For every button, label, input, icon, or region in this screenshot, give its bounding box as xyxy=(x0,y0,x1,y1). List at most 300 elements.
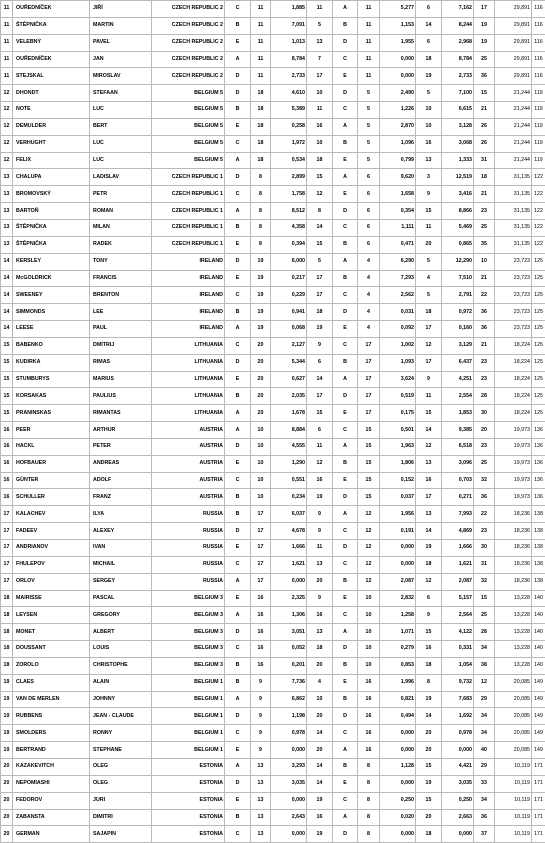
table-row xyxy=(1,573,545,590)
total-weight-cell: 0,978 xyxy=(442,725,474,742)
team-points-cell: 116 xyxy=(532,34,545,51)
team-cell: LITHUANIA xyxy=(152,405,225,422)
surname-cell: LEYSEN xyxy=(13,607,90,624)
total-points-cell: 25 xyxy=(474,607,495,624)
peg2-cell: 6 xyxy=(358,236,380,253)
weight2-cell: 1,996 xyxy=(380,674,416,691)
sector2-cell: B xyxy=(333,17,358,34)
team-points-cell: 149 xyxy=(532,742,545,759)
surname-cell: SIMMONDS xyxy=(13,304,90,321)
sector2-cell: E xyxy=(333,472,358,489)
weight1-cell: 2,643 xyxy=(271,809,307,826)
team-cell: BELGIUM 5 xyxy=(152,135,225,152)
surname-cell: KERSLEY xyxy=(13,253,90,270)
sector2-cell: D xyxy=(333,203,358,220)
sector1-cell: B xyxy=(225,102,251,119)
total-weight-cell: 0,160 xyxy=(442,321,474,338)
sector2-cell: B xyxy=(333,573,358,590)
points2-cell: 20 xyxy=(416,809,442,826)
weight1-cell: 2,035 xyxy=(271,388,307,405)
team-points-cell: 125 xyxy=(532,253,545,270)
table-row xyxy=(1,270,545,287)
points1-cell: 14 xyxy=(307,725,333,742)
peg1-cell: 16 xyxy=(251,657,271,674)
points2-cell: 13 xyxy=(416,152,442,169)
sector2-cell: E xyxy=(333,152,358,169)
weight1-cell: 0,052 xyxy=(271,641,307,658)
sector2-cell: A xyxy=(333,169,358,186)
weight1-cell: 6,037 xyxy=(271,506,307,523)
team-cell: AUSTRIA xyxy=(152,455,225,472)
table-row xyxy=(1,438,545,455)
table-row xyxy=(1,51,545,68)
team-points-cell: 140 xyxy=(532,641,545,658)
sector1-cell: B xyxy=(225,657,251,674)
table-row xyxy=(1,68,545,85)
points1-cell: 15 xyxy=(307,405,333,422)
firstname-cell: BERT xyxy=(90,118,152,135)
points2-cell: 6 xyxy=(416,34,442,51)
surname-cell: FELIX xyxy=(13,152,90,169)
table-row xyxy=(1,742,545,759)
peg1-cell: 16 xyxy=(251,607,271,624)
team-weight-cell: 23,723 xyxy=(495,287,532,304)
team-weight-cell: 20,085 xyxy=(495,691,532,708)
total-points-cell: 38 xyxy=(474,657,495,674)
team-points-cell: 149 xyxy=(532,674,545,691)
points1-cell: 14 xyxy=(307,758,333,775)
total-weight-cell: 8,244 xyxy=(442,17,474,34)
team-weight-cell: 13,228 xyxy=(495,607,532,624)
sector1-cell: B xyxy=(225,809,251,826)
table-row xyxy=(1,826,545,843)
peg1-cell: 18 xyxy=(251,85,271,102)
sector1-cell: B xyxy=(225,17,251,34)
surname-cell: NEPOMIASHI xyxy=(13,775,90,792)
weight1-cell: 1,306 xyxy=(271,607,307,624)
total-weight-cell: 4,122 xyxy=(442,624,474,641)
points2-cell: 18 xyxy=(416,51,442,68)
weight1-cell: 4,358 xyxy=(271,219,307,236)
peg1-cell: 20 xyxy=(251,337,271,354)
peg2-cell: 12 xyxy=(358,506,380,523)
surname-cell: KAZAKEVITCH xyxy=(13,758,90,775)
rank-cell: 16 xyxy=(1,455,13,472)
peg1-cell: 9 xyxy=(251,725,271,742)
table-row xyxy=(1,337,545,354)
weight1-cell: 0,000 xyxy=(271,742,307,759)
sector2-cell: E xyxy=(333,186,358,203)
surname-cell: KORSAKAS xyxy=(13,388,90,405)
points2-cell: 20 xyxy=(416,742,442,759)
team-weight-cell: 18,224 xyxy=(495,354,532,371)
team-points-cell: 119 xyxy=(532,135,545,152)
team-points-cell: 116 xyxy=(532,1,545,18)
team-weight-cell: 20,085 xyxy=(495,674,532,691)
peg2-cell: 16 xyxy=(358,691,380,708)
team-cell: BELGIUM 1 xyxy=(152,725,225,742)
weight2-cell: 0,279 xyxy=(380,641,416,658)
weight2-cell: 2,870 xyxy=(380,118,416,135)
team-cell: BELGIUM 3 xyxy=(152,590,225,607)
points2-cell: 6 xyxy=(416,590,442,607)
table-row xyxy=(1,236,545,253)
firstname-cell: STEPHANE xyxy=(90,742,152,759)
weight1-cell: 1,758 xyxy=(271,186,307,203)
points1-cell: 11 xyxy=(307,540,333,557)
team-cell: IRELAND xyxy=(152,253,225,270)
table-row xyxy=(1,540,545,557)
team-cell: IRELAND xyxy=(152,304,225,321)
team-weight-cell: 10,119 xyxy=(495,809,532,826)
peg2-cell: 6 xyxy=(358,219,380,236)
firstname-cell: MILAN xyxy=(90,219,152,236)
surname-cell: OUŘEDNÍČEK xyxy=(13,1,90,18)
points1-cell: 9 xyxy=(307,590,333,607)
team-weight-cell: 20,085 xyxy=(495,725,532,742)
total-points-cell: 22 xyxy=(474,506,495,523)
weight2-cell: 3,624 xyxy=(380,371,416,388)
rank-cell: 17 xyxy=(1,523,13,540)
total-points-cell: 23 xyxy=(474,523,495,540)
total-weight-cell: 3,129 xyxy=(442,337,474,354)
total-points-cell: 18 xyxy=(474,169,495,186)
points2-cell: 17 xyxy=(416,321,442,338)
weight1-cell: 2,127 xyxy=(271,337,307,354)
table-row xyxy=(1,354,545,371)
total-points-cell: 33 xyxy=(474,775,495,792)
team-cell: BELGIUM 1 xyxy=(152,691,225,708)
sector1-cell: C xyxy=(225,186,251,203)
total-points-cell: 34 xyxy=(474,725,495,742)
total-weight-cell: 7,993 xyxy=(442,506,474,523)
peg1-cell: 16 xyxy=(251,641,271,658)
total-points-cell: 10 xyxy=(474,253,495,270)
weight1-cell: 1,678 xyxy=(271,405,307,422)
points1-cell: 18 xyxy=(307,641,333,658)
weight2-cell: 1,956 xyxy=(380,506,416,523)
firstname-cell: MIROSLAV xyxy=(90,68,152,85)
total-weight-cell: 0,000 xyxy=(442,826,474,843)
peg1-cell: 18 xyxy=(251,135,271,152)
points1-cell: 16 xyxy=(307,809,333,826)
team-cell: BELGIUM 1 xyxy=(152,674,225,691)
sector1-cell: C xyxy=(225,725,251,742)
weight2-cell: 0,020 xyxy=(380,809,416,826)
weight1-cell: 1,198 xyxy=(271,708,307,725)
total-points-cell: 23 xyxy=(474,438,495,455)
team-weight-cell: 18,236 xyxy=(495,523,532,540)
points1-cell: 9 xyxy=(307,506,333,523)
total-points-cell: 21 xyxy=(474,186,495,203)
total-points-cell: 36 xyxy=(474,304,495,321)
sector1-cell: A xyxy=(225,691,251,708)
sector2-cell: D xyxy=(333,304,358,321)
sector1-cell: A xyxy=(225,203,251,220)
team-weight-cell: 19,973 xyxy=(495,422,532,439)
weight1-cell: 0,534 xyxy=(271,152,307,169)
sector1-cell: D xyxy=(225,708,251,725)
team-weight-cell: 23,723 xyxy=(495,270,532,287)
points2-cell: 15 xyxy=(416,624,442,641)
total-weight-cell: 9,732 xyxy=(442,674,474,691)
firstname-cell: ARTHUR xyxy=(90,422,152,439)
team-cell: CZECH REPUBLIC 1 xyxy=(152,203,225,220)
firstname-cell: PETR xyxy=(90,186,152,203)
team-points-cell: 171 xyxy=(532,826,545,843)
sector2-cell: D xyxy=(333,708,358,725)
weight2-cell: 0,191 xyxy=(380,523,416,540)
total-weight-cell: 2,554 xyxy=(442,388,474,405)
sector2-cell: D xyxy=(333,489,358,506)
total-points-cell: 25 xyxy=(474,219,495,236)
points1-cell: 19 xyxy=(307,489,333,506)
points2-cell: 16 xyxy=(416,472,442,489)
surname-cell: ŠTĚPNIČKA xyxy=(13,219,90,236)
firstname-cell: GREGORY xyxy=(90,607,152,624)
points1-cell: 15 xyxy=(307,236,333,253)
firstname-cell: ILYA xyxy=(90,506,152,523)
team-weight-cell: 18,224 xyxy=(495,337,532,354)
total-points-cell: 29 xyxy=(474,758,495,775)
sector1-cell: C xyxy=(225,641,251,658)
total-points-cell: 23 xyxy=(474,371,495,388)
team-cell: BELGIUM 3 xyxy=(152,624,225,641)
firstname-cell: PAUL xyxy=(90,321,152,338)
rank-cell: 14 xyxy=(1,253,13,270)
team-weight-cell: 20,085 xyxy=(495,708,532,725)
firstname-cell: ALBERT xyxy=(90,624,152,641)
team-weight-cell: 19,973 xyxy=(495,472,532,489)
weight1-cell: 0,627 xyxy=(271,371,307,388)
weight2-cell: 0,000 xyxy=(380,68,416,85)
table-row xyxy=(1,219,545,236)
peg2-cell: 11 xyxy=(358,34,380,51)
peg2-cell: 11 xyxy=(358,68,380,85)
peg2-cell: 4 xyxy=(358,287,380,304)
weight1-cell: 0,394 xyxy=(271,236,307,253)
weight1-cell: 8,784 xyxy=(271,51,307,68)
surname-cell: ŠTĚPNIČKA xyxy=(13,17,90,34)
total-points-cell: 29 xyxy=(474,691,495,708)
surname-cell: LEESE xyxy=(13,321,90,338)
team-cell: BELGIUM 3 xyxy=(152,657,225,674)
points2-cell: 12 xyxy=(416,337,442,354)
sector1-cell: D xyxy=(225,85,251,102)
rank-cell: 17 xyxy=(1,506,13,523)
peg2-cell: 10 xyxy=(358,624,380,641)
team-points-cell: 171 xyxy=(532,775,545,792)
sector2-cell: D xyxy=(333,540,358,557)
total-weight-cell: 5,469 xyxy=(442,219,474,236)
team-points-cell: 125 xyxy=(532,337,545,354)
team-cell: IRELAND xyxy=(152,270,225,287)
peg1-cell: 8 xyxy=(251,203,271,220)
team-cell: IRELAND xyxy=(152,287,225,304)
sector1-cell: E xyxy=(225,371,251,388)
surname-cell: STUMBURYS xyxy=(13,371,90,388)
total-weight-cell: 2,087 xyxy=(442,573,474,590)
points2-cell: 11 xyxy=(416,388,442,405)
peg2-cell: 11 xyxy=(358,51,380,68)
team-points-cell: 136 xyxy=(532,455,545,472)
total-weight-cell: 0,000 xyxy=(442,742,474,759)
firstname-cell: RADEK xyxy=(90,236,152,253)
team-cell: BELGIUM 3 xyxy=(152,607,225,624)
firstname-cell: PAULIUS xyxy=(90,388,152,405)
peg2-cell: 15 xyxy=(358,455,380,472)
surname-cell: SMOLDERS xyxy=(13,725,90,742)
weight2-cell: 6,290 xyxy=(380,253,416,270)
total-weight-cell: 0,972 xyxy=(442,304,474,321)
total-weight-cell: 1,333 xyxy=(442,152,474,169)
rank-cell: 18 xyxy=(1,641,13,658)
points2-cell: 15 xyxy=(416,405,442,422)
peg2-cell: 17 xyxy=(358,405,380,422)
firstname-cell: LUC xyxy=(90,152,152,169)
total-points-cell: 36 xyxy=(474,68,495,85)
sector1-cell: E xyxy=(225,34,251,51)
weight2-cell: 1,071 xyxy=(380,624,416,641)
sector2-cell: E xyxy=(333,590,358,607)
sector2-cell: C xyxy=(333,725,358,742)
sector1-cell: A xyxy=(225,422,251,439)
firstname-cell: DIMITRI xyxy=(90,809,152,826)
team-weight-cell: 13,228 xyxy=(495,657,532,674)
weight2-cell: 9,620 xyxy=(380,169,416,186)
team-weight-cell: 13,228 xyxy=(495,641,532,658)
peg1-cell: 20 xyxy=(251,388,271,405)
points2-cell: 9 xyxy=(416,371,442,388)
team-points-cell: 122 xyxy=(532,169,545,186)
sector2-cell: B xyxy=(333,135,358,152)
total-weight-cell: 1,054 xyxy=(442,657,474,674)
points2-cell: 11 xyxy=(416,219,442,236)
total-points-cell: 12 xyxy=(474,674,495,691)
sector1-cell: B xyxy=(225,506,251,523)
sector2-cell: A xyxy=(333,1,358,18)
total-points-cell: 26 xyxy=(474,118,495,135)
total-weight-cell: 2,733 xyxy=(442,68,474,85)
peg1-cell: 20 xyxy=(251,354,271,371)
team-points-cell: 140 xyxy=(532,624,545,641)
team-cell: BELGIUM 1 xyxy=(152,708,225,725)
table-row xyxy=(1,523,545,540)
peg2-cell: 16 xyxy=(358,742,380,759)
table-row xyxy=(1,102,545,119)
total-weight-cell: 6,437 xyxy=(442,354,474,371)
peg1-cell: 13 xyxy=(251,758,271,775)
peg2-cell: 12 xyxy=(358,523,380,540)
sector2-cell: B xyxy=(333,236,358,253)
team-points-cell: 125 xyxy=(532,321,545,338)
peg2-cell: 12 xyxy=(358,556,380,573)
weight2-cell: 0,000 xyxy=(380,742,416,759)
weight1-cell: 7,736 xyxy=(271,674,307,691)
peg1-cell: 11 xyxy=(251,51,271,68)
points1-cell: 5 xyxy=(307,17,333,34)
sector1-cell: D xyxy=(225,253,251,270)
total-points-cell: 21 xyxy=(474,337,495,354)
peg2-cell: 17 xyxy=(358,337,380,354)
points1-cell: 9 xyxy=(307,337,333,354)
table-row xyxy=(1,590,545,607)
total-points-cell: 31 xyxy=(474,556,495,573)
points1-cell: 15 xyxy=(307,169,333,186)
surname-cell: ŠTĚPNIČKA xyxy=(13,236,90,253)
points2-cell: 10 xyxy=(416,118,442,135)
team-cell: ESTONIA xyxy=(152,809,225,826)
peg1-cell: 18 xyxy=(251,152,271,169)
total-weight-cell: 1,692 xyxy=(442,708,474,725)
table-row xyxy=(1,455,545,472)
firstname-cell: OLEG xyxy=(90,758,152,775)
team-cell: AUSTRIA xyxy=(152,422,225,439)
sector2-cell: D xyxy=(333,85,358,102)
rank-cell: 11 xyxy=(1,51,13,68)
peg1-cell: 11 xyxy=(251,17,271,34)
sector2-cell: E xyxy=(333,321,358,338)
weight2-cell: 0,799 xyxy=(380,152,416,169)
table-row xyxy=(1,253,545,270)
team-weight-cell: 19,973 xyxy=(495,489,532,506)
weight2-cell: 0,853 xyxy=(380,657,416,674)
surname-cell: KALACHEV xyxy=(13,506,90,523)
sector1-cell: E xyxy=(225,590,251,607)
sector1-cell: D xyxy=(225,438,251,455)
surname-cell: SCHULLER xyxy=(13,489,90,506)
team-points-cell: 138 xyxy=(532,523,545,540)
sector2-cell: A xyxy=(333,438,358,455)
sector2-cell: C xyxy=(333,607,358,624)
points1-cell: 14 xyxy=(307,219,333,236)
points1-cell: 11 xyxy=(307,438,333,455)
peg1-cell: 9 xyxy=(251,742,271,759)
sector2-cell: C xyxy=(333,523,358,540)
sector2-cell: C xyxy=(333,287,358,304)
firstname-cell: LEE xyxy=(90,304,152,321)
sector2-cell: D xyxy=(333,34,358,51)
points1-cell: 6 xyxy=(307,422,333,439)
sector1-cell: B xyxy=(225,388,251,405)
weight2-cell: 1,963 xyxy=(380,438,416,455)
weight2-cell: 0,000 xyxy=(380,775,416,792)
points2-cell: 20 xyxy=(416,236,442,253)
team-points-cell: 140 xyxy=(532,590,545,607)
total-weight-cell: 4,869 xyxy=(442,523,474,540)
team-points-cell: 138 xyxy=(532,540,545,557)
rank-cell: 17 xyxy=(1,540,13,557)
table-row xyxy=(1,203,545,220)
table-row xyxy=(1,287,545,304)
team-cell: CZECH REPUBLIC 2 xyxy=(152,17,225,34)
peg2-cell: 10 xyxy=(358,590,380,607)
rank-cell: 20 xyxy=(1,792,13,809)
peg2-cell: 11 xyxy=(358,1,380,18)
points1-cell: 10 xyxy=(307,691,333,708)
rank-cell: 14 xyxy=(1,304,13,321)
team-weight-cell: 31,135 xyxy=(495,169,532,186)
sector2-cell: C xyxy=(333,102,358,119)
peg2-cell: 8 xyxy=(358,792,380,809)
weight1-cell: 8,884 xyxy=(271,422,307,439)
points1-cell: 18 xyxy=(307,304,333,321)
weight1-cell: 6,862 xyxy=(271,691,307,708)
peg2-cell: 4 xyxy=(358,270,380,287)
peg2-cell: 6 xyxy=(358,169,380,186)
total-points-cell: 15 xyxy=(474,590,495,607)
team-weight-cell: 13,228 xyxy=(495,624,532,641)
